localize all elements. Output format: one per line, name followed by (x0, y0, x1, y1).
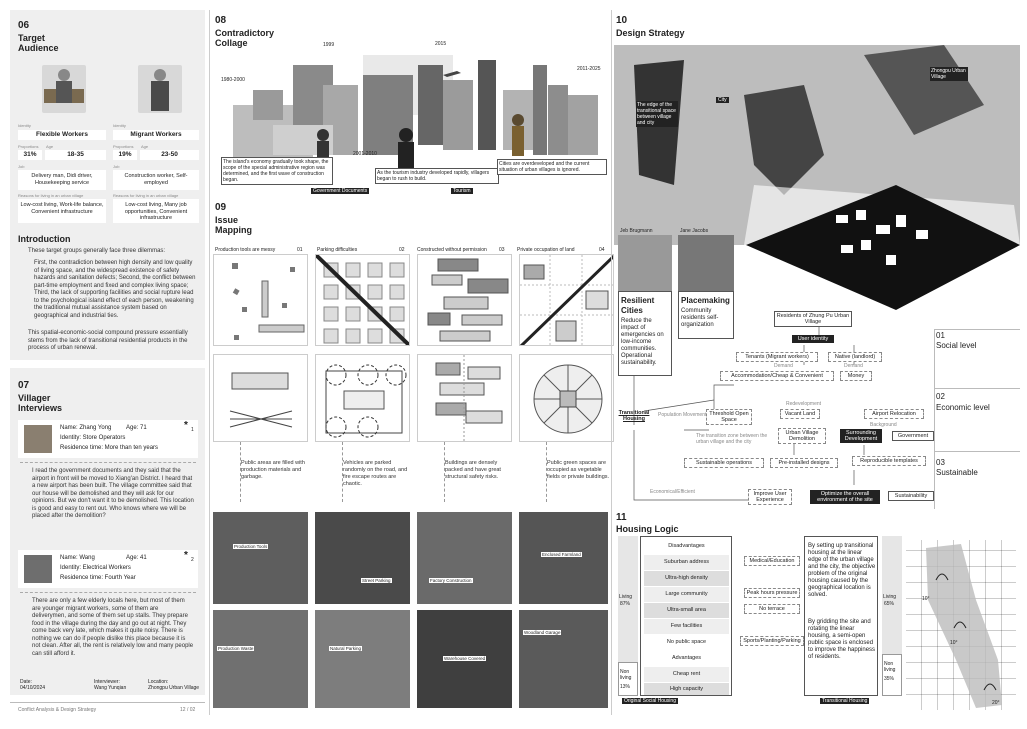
list-row: Suburban address (644, 555, 729, 570)
list-row: Large community (644, 587, 729, 602)
theorist-photo (678, 235, 734, 291)
fix-item: Sports/Planting/Parking (740, 636, 804, 646)
theorist-photo (618, 235, 672, 291)
list-row: Cheap rent (644, 667, 729, 682)
proportion-label: Proportions (113, 144, 134, 149)
urban-village-demolition-node: Urban Village Demolition (778, 428, 826, 444)
map-label: Zhongpu Urban Village (930, 67, 968, 81)
nonliving-percent: 13% (620, 684, 631, 690)
asterisk-mark: * (184, 550, 188, 561)
sustainability-node: Sustainability (888, 491, 934, 501)
economical-label: Economical/Efficient (650, 489, 695, 495)
identity-label: Identity (18, 123, 31, 128)
theory-desc: Community residents self-organization (681, 308, 719, 328)
airport-relocation-node: Airport Relocation (864, 409, 924, 419)
level-title: Social level (936, 341, 977, 350)
issue-photo (213, 512, 308, 604)
interviewee-name: Name: Zhang Yong (60, 425, 112, 431)
asterisk-mark: * (184, 420, 188, 431)
list-row: Ultra-small area (644, 603, 729, 618)
section-title: Housing Logic (616, 524, 679, 534)
reason-value: Low-cost living, Work-life balance, Convenient infrastructure (18, 199, 106, 223)
issue-caption: Buildings are densely packed and have great structural safety risks. (445, 460, 501, 480)
section-number: 08 (215, 15, 227, 26)
section-title: Interviews (18, 403, 63, 413)
interviewee-identity: Identity: Electrical Workers (60, 565, 131, 571)
collage-caption: The island's economy gradually took shape, the scope of the special administrative region was determined, and the first wave of construction began. (221, 157, 333, 185)
transitional-housing-label: Transitional Housing (822, 698, 868, 704)
list-row: Few facilities (644, 619, 729, 634)
theory-title: Placemaking (681, 296, 730, 305)
government-node: Government (892, 431, 934, 441)
interview-index: 1 (191, 427, 194, 433)
interviewee-identity: Identity: Store Operators (60, 435, 126, 441)
user-identity-node: User identity (792, 335, 834, 343)
collage-caption: As the tourism industry developed rapidly, villagers began to rush to build. (375, 168, 499, 184)
interviewee-residence: Residence time: More than ten years (60, 445, 159, 451)
age-label: Age (46, 144, 54, 149)
migrant-worker-photo (138, 65, 182, 113)
rotation-angle: 10° (922, 596, 930, 602)
year-label: 1999 (323, 42, 335, 48)
preinstalled-node: Pre-installed designs (770, 458, 838, 468)
section-number: 10 (616, 15, 628, 26)
living-percent: 87% (620, 601, 631, 607)
transition-zone-label: The transition zone between the urban village and the city (696, 433, 768, 445)
level-number: 01 (936, 331, 945, 340)
collage-section (213, 15, 608, 200)
issue-number: 02 (399, 247, 405, 253)
residents-node: Residents of Zhung Pu Urban Village (774, 311, 852, 327)
photo-label: Woodland Garage (524, 630, 561, 635)
proportion-label: Proportions (18, 144, 39, 149)
issue-solution-land (519, 354, 614, 442)
issue-solution-construction (417, 354, 512, 442)
age-value: 18-35 (45, 150, 106, 160)
collage-caption: Cities are overdeveloped and the current situation of urban villages is ignored. (497, 159, 607, 175)
demand-label: Demand (774, 363, 793, 369)
photo-label: Warehouse Covered (444, 656, 486, 661)
level-number: 02 (936, 392, 945, 401)
section-title: Design Strategy (616, 28, 685, 38)
issue-header: Private occupation of land (517, 247, 575, 253)
living-label: Living (619, 594, 633, 600)
identity-label: Identity (113, 123, 126, 128)
introduction-tail: This spatial-economic-social compound pressure essentially stems from the lack of transitional residential products in the process of urban renewal. (28, 330, 188, 351)
issue-header: Production tools are messy (215, 247, 276, 253)
redevelopment-label: Redevelopment (786, 401, 822, 407)
accommodation-node: Accommodation/Cheap & Convenient (720, 371, 834, 381)
issue-caption: Public green spaces are occupied as vegetable fields or private buildings. (547, 460, 610, 480)
issue-photo (315, 610, 410, 708)
map-label: City (718, 97, 727, 103)
job-label: Job (18, 164, 25, 169)
fix-item: Medical/Education (744, 556, 800, 566)
site-grid-plan (906, 540, 1016, 710)
map-label: The edge of the transitional space between village and city (636, 101, 678, 127)
date-label: Date: (20, 679, 32, 685)
age-value: 23-50 (140, 150, 199, 160)
introduction-body: First, the contradiction between high density and low quality of living space, and the widespread existence of safety hazards and sanitation defects; Second, the conflict between part-time employment and fixed and complex living space; Third, the lack of supporting facilities and social rupture lead to the psychological island effect of each person, weakening the traditional mutual assistance system based on geographical and industrial ties. (34, 260, 196, 319)
proportion-value: 19% (113, 150, 137, 160)
interviewee-age: Age: 41 (126, 555, 147, 561)
original-housing-label: Original Social Housing (624, 698, 676, 704)
delivery-worker-photo (42, 65, 86, 113)
threshold-node: Threshold Open Space (706, 409, 752, 425)
photo-label: Factory Construction (430, 578, 472, 583)
original-housing-list (640, 536, 732, 696)
section-title: Issue (215, 215, 239, 225)
issue-caption: Public areas are filled with production materials and garbage. (241, 460, 305, 480)
issue-photo (519, 610, 608, 708)
issue-header: Constructed without permission (417, 247, 487, 253)
villager-interviews-panel (10, 368, 205, 695)
footer-page: 12 / 02 (180, 707, 196, 713)
section-title: Mapping (215, 225, 252, 235)
year-label: 2015 (435, 41, 447, 47)
section-number: 11 (616, 512, 627, 523)
list-row: Disadvantages (668, 543, 705, 549)
level-number: 03 (936, 458, 945, 467)
sustainable-operations-node: Sustainable operations (684, 458, 764, 468)
proportion-value: 31% (18, 150, 42, 160)
vacant-land-node: Vacant Land (780, 409, 820, 419)
footer-title: Conflict Analysis & Design Strategy (18, 707, 97, 713)
interview-index: 2 (191, 557, 194, 563)
interviewer-value: Wang Yunqian (94, 685, 127, 691)
issue-mapping-section (213, 202, 608, 714)
design-strategy-section (614, 15, 1020, 510)
list-row: High capacity (644, 683, 729, 695)
issue-photo (519, 512, 608, 604)
transitional-housing-text (804, 536, 878, 696)
issue-diagram-land (519, 254, 614, 346)
list-row: Advantages (671, 655, 702, 661)
issue-diagram-construction (417, 254, 512, 346)
interviewee-age: Age: 71 (126, 425, 147, 431)
background-label: Background (870, 422, 897, 428)
interviewer-label: Interviewer: (94, 679, 120, 685)
age-label: Age (141, 144, 149, 149)
theory-title: Cities (621, 306, 643, 315)
photo-label: Enclosed Farmland (542, 552, 581, 557)
money-node: Money (840, 371, 872, 381)
year-label: 2001-2010 (353, 151, 377, 157)
nonliving-label: Non living (884, 661, 896, 673)
issue-header: Parking difficulties (317, 247, 358, 253)
demand-label: Demand (844, 363, 863, 369)
location-label: Location: (148, 679, 169, 685)
section-number: 06 (18, 20, 30, 31)
section-title: Audience (18, 43, 59, 53)
nonliving-percent: 35% (884, 676, 895, 682)
rotation-angle: 10° (950, 640, 958, 646)
target-audience-panel (10, 10, 205, 360)
section-title: Target (18, 33, 45, 43)
rotation-angle: 20° (992, 700, 1000, 706)
list-row: Ultra-high density (644, 571, 729, 586)
living-label: Living (883, 594, 897, 600)
section-number: 07 (18, 380, 30, 391)
surrounding-development-node: Surrounding Development (840, 429, 882, 443)
issue-caption: Vehicles are parked randomly on the road, and fire escape routes are chaotic. (343, 460, 408, 487)
issue-photo (417, 512, 512, 604)
logic-text: By setting up transitional housing at the linear edge of the urban village and the city, the objective problem of the original housing caused by the geographical location is solved. (808, 543, 876, 598)
date-value: 04/10/2024 (20, 685, 46, 691)
section-number: 09 (215, 202, 227, 213)
issue-diagram-parking (315, 254, 410, 346)
housing-logic-section (614, 512, 1020, 712)
logic-text: By gridding the site and rotating the linear housing, a semi-open public space is enclosed to improve the happiness of residents. (808, 619, 876, 660)
photo-label: Production Waste (218, 646, 254, 651)
left-column (10, 10, 205, 715)
interviewee-photo (24, 555, 52, 583)
interviewee-name: Name: Wang (60, 555, 95, 561)
transitional-housing-node: Transitional Housing (618, 410, 650, 422)
tag-government-documents: Government Documents (313, 188, 368, 194)
issue-number: 01 (297, 247, 303, 253)
theorist-name: Jeb Brugmann (620, 228, 653, 234)
issue-diagram-tools (213, 254, 308, 346)
level-title: Sustainable (936, 468, 978, 477)
issue-number: 04 (599, 247, 605, 253)
issue-photo (315, 512, 410, 604)
fix-item: Peak hours pressure (744, 588, 800, 598)
year-label: 1980-2000 (221, 77, 245, 83)
section-title: Villager (18, 393, 51, 403)
identity-value: Flexible Workers (18, 130, 106, 140)
issue-number: 03 (499, 247, 505, 253)
photo-label: Natural Parking (330, 646, 362, 651)
site-3d-model (746, 185, 1020, 315)
interviewee-residence: Residence time: Fourth Year (60, 575, 136, 581)
identity-value: Migrant Workers (113, 130, 199, 140)
nonliving-label: Non living (620, 669, 632, 681)
introduction-lead: These target groups generally face three dilemmas: (28, 248, 166, 254)
job-label: Job (113, 164, 120, 169)
job-value: Construction worker, Self-employed (113, 170, 199, 190)
population-movement-label: Population Movement (658, 412, 707, 418)
living-percent: 65% (884, 601, 895, 607)
improve-experience-node: Improve User Experience (748, 489, 792, 505)
templates-node: Reproducible templates (852, 456, 926, 466)
theorist-name: Jane Jacobs (680, 228, 709, 234)
list-row: No public space (666, 639, 707, 645)
location-value: Zhongpu Urban Village (148, 685, 200, 691)
reason-label: Reasons for living in an urban village (113, 193, 179, 198)
optimize-node: Optimize the overall environment of the site (810, 490, 880, 504)
interview-quote: I read the government documents and they said that the airport in front will be moved to Xiang'an District. I heard that a new airport has been built. The village committee said that our house will be demolished and they will ask for our opinions. But we don't want it to be demolished. This location is good and easy to rent out. Who knows where we will be placed after the demolition? (32, 468, 194, 519)
level-title: Economic level (936, 403, 990, 412)
issue-solution-parking (315, 354, 410, 442)
tag-tourism: Tourism (453, 188, 471, 194)
interviewee-photo (24, 425, 52, 453)
job-value: Delivery man, Didi driver, Housekeeping service (18, 170, 106, 190)
theory-desc: Reduce the impact of emergencies on low-income communities. Operational sustainability. (621, 318, 664, 366)
section-title: Contradictory (215, 28, 275, 38)
year-label: 2011-2025 (577, 66, 601, 72)
interview-card (18, 420, 198, 458)
interview-quote: There are only a few elderly locals here, but most of them are younger migrant workers, some of them are deliverymen, and some of them set up stalls. They prepare food in the village during the day and go out at night. They come back very late, which makes it quite noisy. There is nothing we can do if people dislike this place because it is not clean. After all, the rent is relatively low and many people can still afford it. (32, 598, 194, 657)
reason-value: Low-cost living, Many job opportunities, Convenient infrastructure (113, 199, 199, 223)
section-title: Collage (215, 38, 248, 48)
photo-label: Street Parking (362, 578, 391, 583)
fix-item: No terrace (744, 604, 800, 614)
tenants-node: Tenants (Migrant workers) (736, 352, 818, 362)
native-node: Native (landlord) (828, 352, 882, 362)
issue-photo (213, 610, 308, 708)
photo-label: Production Tools (234, 544, 268, 549)
introduction-title: Introduction (18, 234, 71, 244)
interview-card (18, 550, 198, 588)
issue-photo (417, 610, 512, 708)
theory-title: Resilient (621, 296, 655, 305)
reason-label: Reasons for living in an urban village (18, 193, 84, 198)
issue-solution-tools (213, 354, 308, 442)
